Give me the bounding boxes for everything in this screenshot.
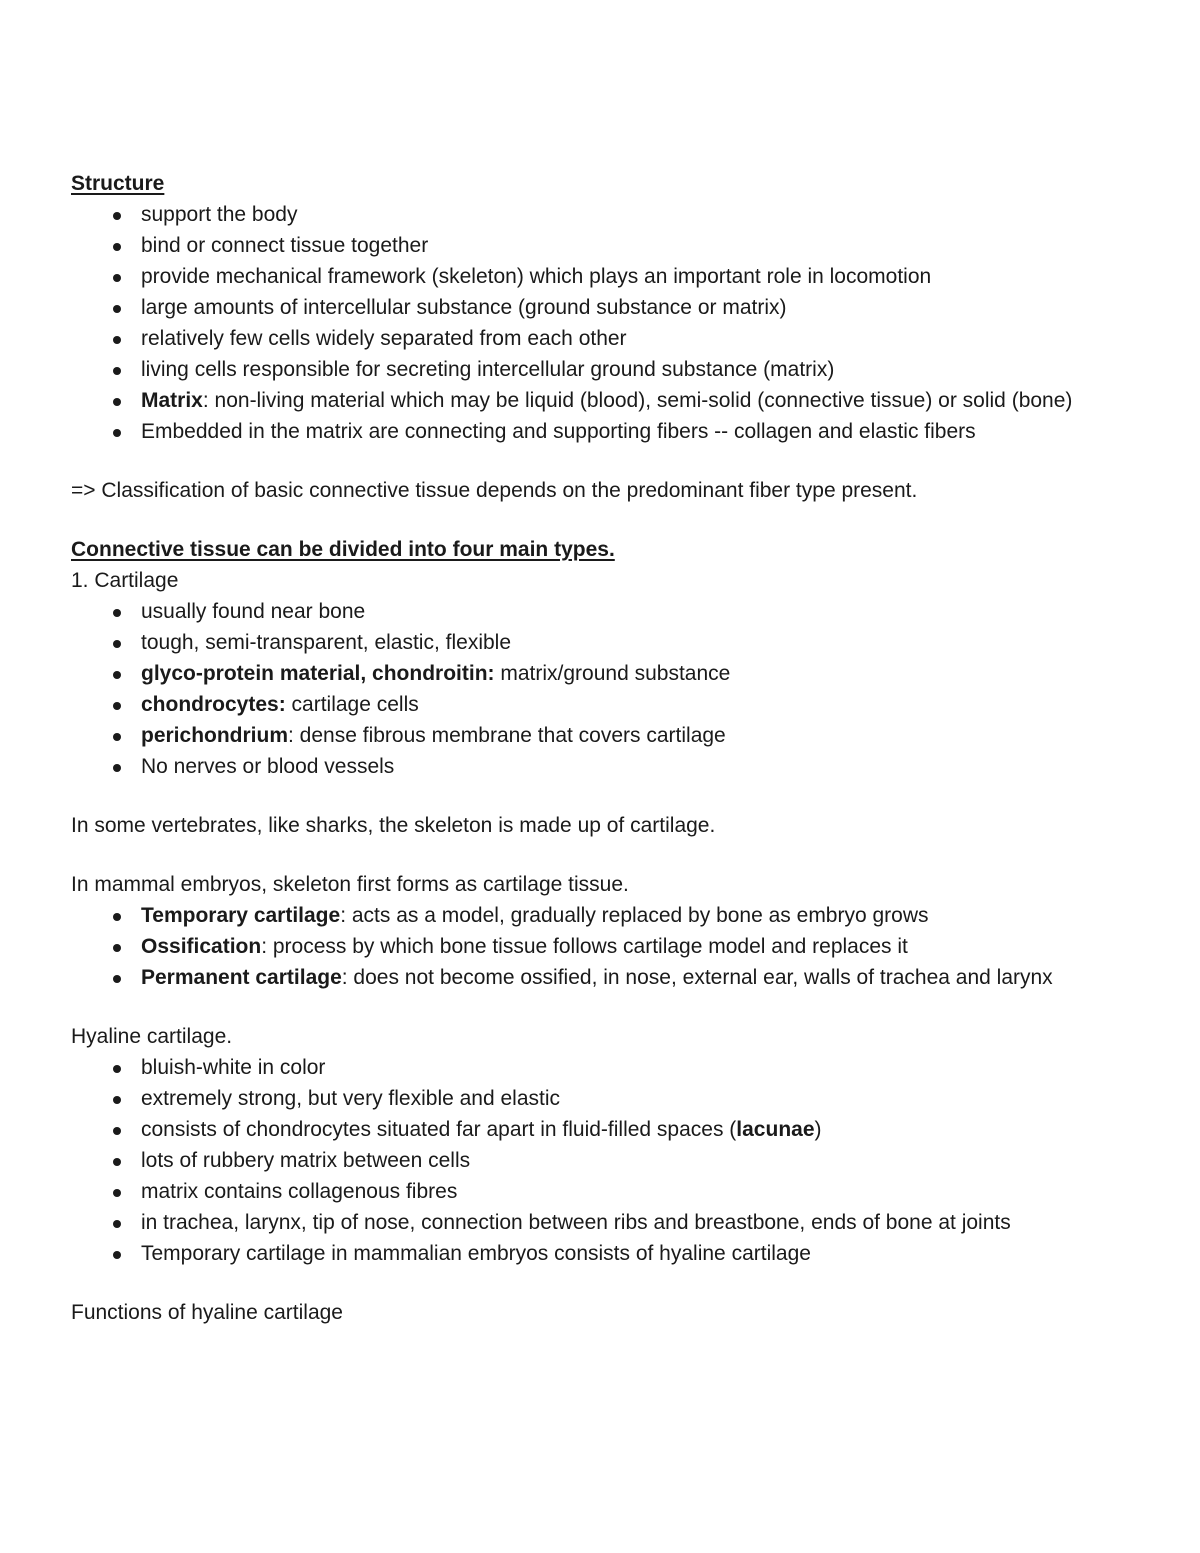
- bullet-icon: [113, 1220, 121, 1228]
- list-item: Temporary cartilage in mammalian embryos consists of hyaline cartilage: [71, 1238, 1131, 1269]
- types-heading: Connective tissue can be divided into four main types.: [71, 538, 615, 561]
- hyaline-list: [71, 1052, 1131, 1269]
- document-content: [71, 168, 1131, 1328]
- bullet-icon: [113, 1065, 121, 1073]
- bullet-icon: [113, 671, 121, 679]
- bullet-icon: [113, 1127, 121, 1135]
- bullet-icon: [113, 336, 121, 344]
- bullet-icon: [113, 764, 121, 772]
- list-item: bind or connect tissue together: [71, 230, 1131, 261]
- list-item: tough, semi-transparent, elastic, flexible: [71, 627, 1131, 658]
- structure-heading: Structure: [71, 172, 165, 195]
- sharks-paragraph: In some vertebrates, like sharks, the skeleton is made up of cartilage.: [71, 814, 716, 837]
- list-item: relatively few cells widely separated from each other: [71, 323, 1131, 354]
- bullet-icon: [113, 975, 121, 983]
- list-item: Embedded in the matrix are connecting and supporting fibers -- collagen and elastic fibers: [71, 416, 1131, 447]
- list-item: glyco-protein material, chondroitin: matrix/ground substance: [71, 658, 1131, 689]
- bullet-icon: [113, 1251, 121, 1259]
- list-item: Ossification: process by which bone tissue follows cartilage model and replaces it: [71, 931, 1131, 962]
- bullet-icon: [113, 913, 121, 921]
- list-item: lots of rubbery matrix between cells: [71, 1145, 1131, 1176]
- list-item: usually found near bone: [71, 596, 1131, 627]
- bullet-icon: [113, 1096, 121, 1104]
- list-item: perichondrium: dense fibrous membrane that covers cartilage: [71, 720, 1131, 751]
- bullet-icon: [113, 733, 121, 741]
- list-item: Temporary cartilage: acts as a model, gradually replaced by bone as embryo grows: [71, 900, 1131, 931]
- bullet-icon: [113, 274, 121, 282]
- list-item: in trachea, larynx, tip of nose, connection between ribs and breastbone, ends of bone at joints: [71, 1207, 1131, 1238]
- bullet-icon: [113, 305, 121, 313]
- bullet-icon: [113, 702, 121, 710]
- list-item: extremely strong, but very flexible and elastic: [71, 1083, 1131, 1114]
- structure-list: [71, 199, 1131, 447]
- list-item: Matrix: non-living material which may be liquid (blood), semi-solid (connective tissue) or solid (bone): [71, 385, 1131, 416]
- bullet-icon: [113, 1189, 121, 1197]
- list-item: bluish-white in color: [71, 1052, 1131, 1083]
- list-item: No nerves or blood vessels: [71, 751, 1131, 782]
- bullet-icon: [113, 640, 121, 648]
- bullet-icon: [113, 212, 121, 220]
- bullet-icon: [113, 243, 121, 251]
- cartilage-title: 1. Cartilage: [71, 569, 179, 592]
- hyaline-title: Hyaline cartilage.: [71, 1025, 233, 1048]
- functions-heading: Functions of hyaline cartilage: [71, 1301, 343, 1324]
- bullet-icon: [113, 367, 121, 375]
- bullet-icon: [113, 398, 121, 406]
- list-item: living cells responsible for secreting intercellular ground substance (matrix): [71, 354, 1131, 385]
- bullet-icon: [113, 1158, 121, 1166]
- bullet-icon: [113, 944, 121, 952]
- bullet-icon: [113, 429, 121, 437]
- embryos-list: [71, 900, 1131, 993]
- classification-note: => Classification of basic connective tissue depends on the predominant fiber type present.: [71, 479, 918, 502]
- cartilage-list: [71, 596, 1131, 782]
- list-item: large amounts of intercellular substance (ground substance or matrix): [71, 292, 1131, 323]
- list-item: provide mechanical framework (skeleton) which plays an important role in locomotion: [71, 261, 1131, 292]
- bullet-icon: [113, 609, 121, 617]
- list-item: matrix contains collagenous fibres: [71, 1176, 1131, 1207]
- list-item: consists of chondrocytes situated far apart in fluid-filled spaces (lacunae): [71, 1114, 1131, 1145]
- embryos-paragraph: In mammal embryos, skeleton first forms as cartilage tissue.: [71, 873, 629, 896]
- list-item: chondrocytes: cartilage cells: [71, 689, 1131, 720]
- list-item: Permanent cartilage: does not become ossified, in nose, external ear, walls of trachea and larynx: [71, 962, 1131, 993]
- list-item: support the body: [71, 199, 1131, 230]
